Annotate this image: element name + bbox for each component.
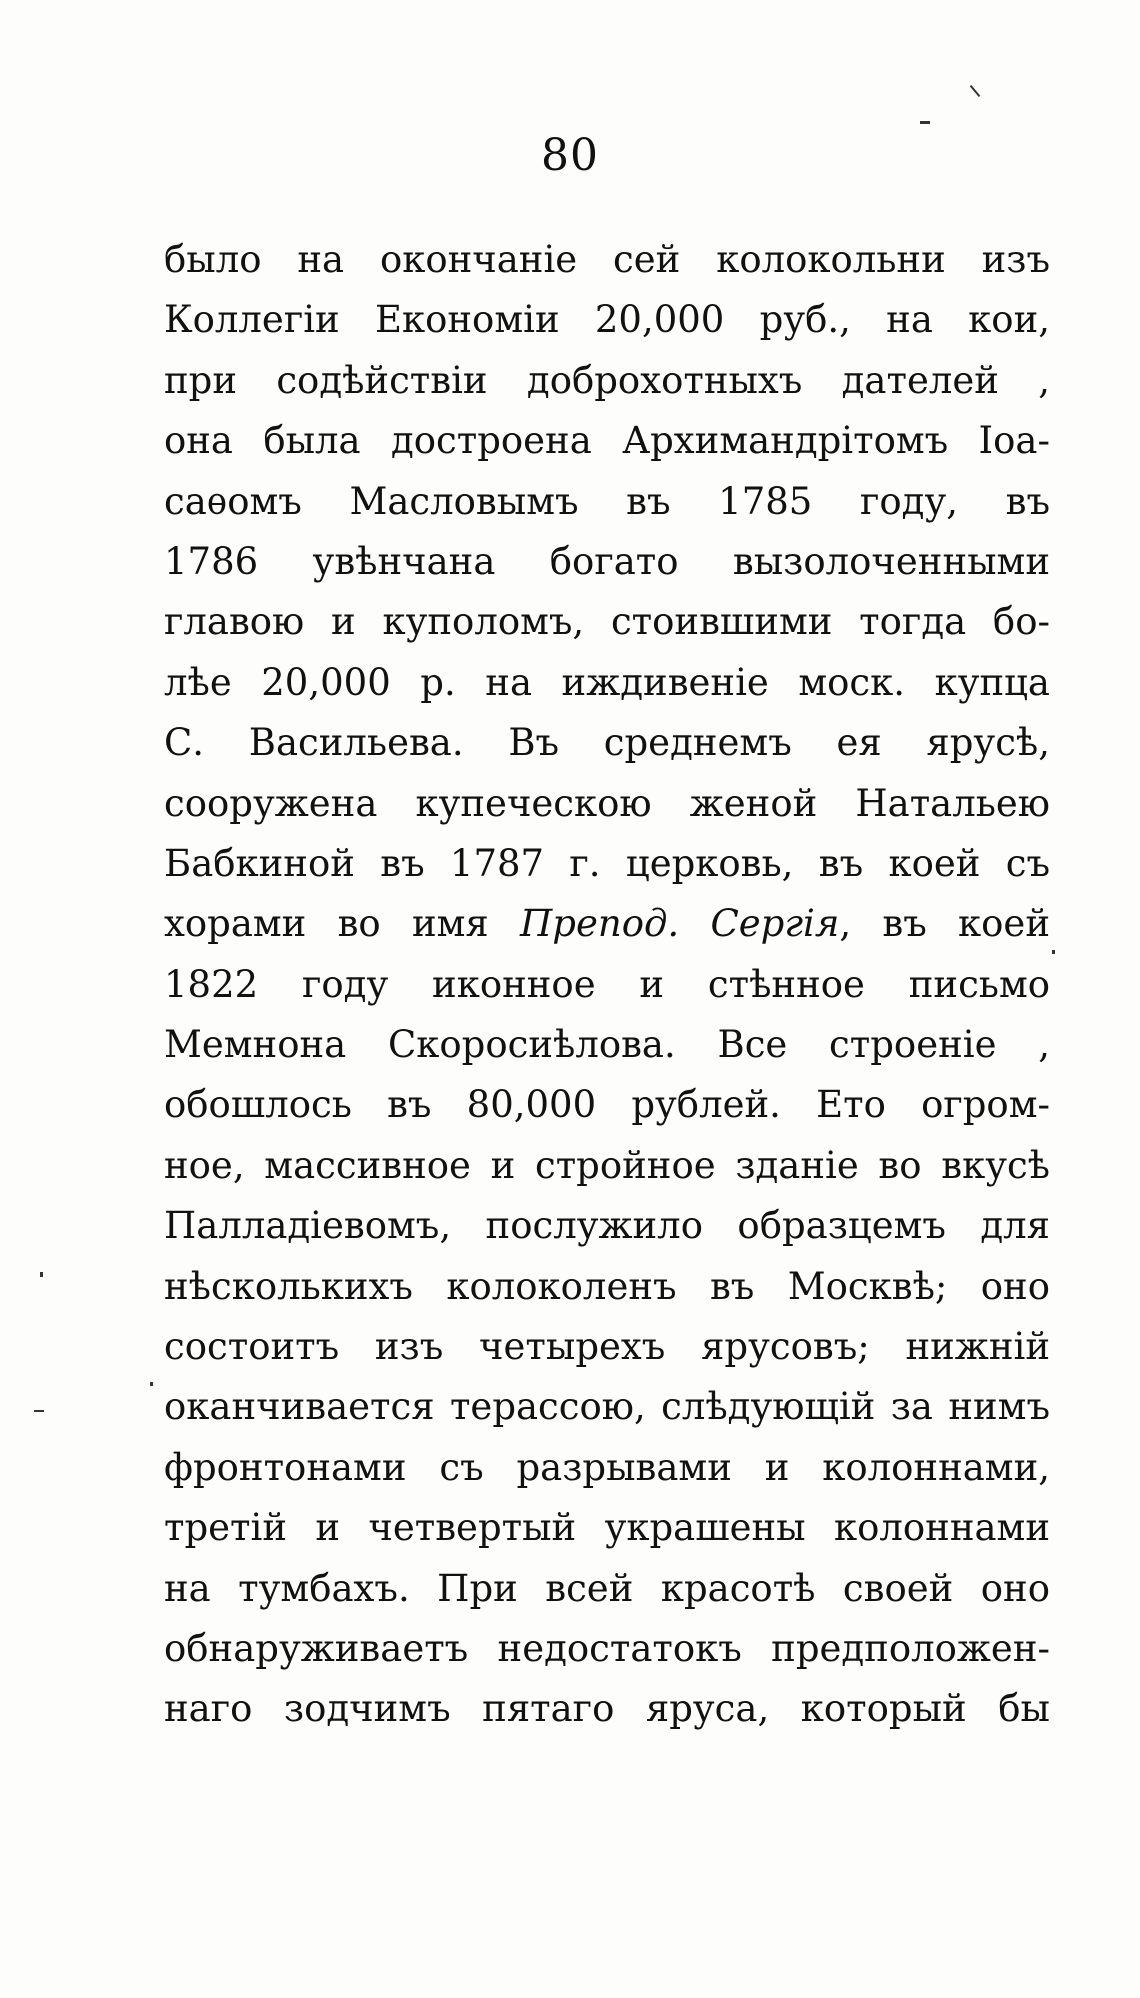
text-line: нѣсколькихъ колоколенъ въ Москвѣ; оно xyxy=(164,1264,1050,1308)
text-line: при содѣйствіи доброхотныхъ дателей , xyxy=(164,358,1050,402)
print-mark xyxy=(150,1382,153,1386)
text-line: фронтонами съ разрывами и колоннами, xyxy=(164,1445,1050,1489)
text-line: оканчивается терассою, слѣдующій за нимъ xyxy=(164,1385,1050,1429)
text-line: на тумбахъ. При всей красотѣ своей оно xyxy=(164,1566,1050,1610)
text-line: она была достроена Архимандрітомъ Іоа- xyxy=(164,419,1050,463)
text-line: состоитъ изъ четырехъ ярусовъ; нижній xyxy=(164,1325,1050,1369)
text-line: обнаруживаетъ недостатокъ предположен- xyxy=(164,1626,1050,1670)
text-line: 1786 увѣнчана богато вызолоченными xyxy=(164,539,1050,583)
text-line: сооружена купеческою женой Натальею xyxy=(164,781,1050,825)
text-line: наго зодчимъ пятаго яруса, который бы xyxy=(164,1687,1050,1731)
print-mark xyxy=(1052,950,1055,954)
text-line: саѳомъ Масловымъ въ 1785 году, въ xyxy=(164,479,1050,523)
text-line: Бабкиной въ 1787 г. церковь, въ коей съ xyxy=(164,841,1050,885)
text-line: С. Васильева. Въ среднемъ ея ярусѣ, xyxy=(164,721,1050,765)
text-line: лѣе 20,000 р. на иждивеніе моск. купца xyxy=(164,660,1050,704)
print-mark xyxy=(34,1410,44,1412)
text-line: третій и четвертый украшены колоннами xyxy=(164,1506,1050,1550)
print-mark xyxy=(970,85,981,97)
body-text xyxy=(164,230,1050,1740)
text-line: главою и куполомъ, стоившими тогда бо- xyxy=(164,600,1050,644)
text-span: хорами во имя xyxy=(164,902,521,946)
print-mark xyxy=(40,1272,43,1277)
text-line: было на окончаніе сей колокольни изъ xyxy=(164,238,1050,281)
text-line: ное, массивное и стройное зданіе во вкусѣ xyxy=(164,1143,1050,1187)
text-line: 1822 году иконное и стѣнное письмо xyxy=(164,962,1050,1006)
text-line: Мемнона Скоросиѣлова. Все строеніе , xyxy=(164,1023,1050,1067)
text-line: Палладіевомъ, послужило образцемъ для xyxy=(164,1204,1050,1248)
text-line: обошлось въ 80,000 рублей. Ето огром- xyxy=(164,1083,1050,1127)
text-line xyxy=(164,894,1050,954)
text-line: Коллегіи Економіи 20,000 руб., на кои, xyxy=(164,298,1050,342)
italic-text: Препод. Сергія xyxy=(520,902,840,946)
text-span: , въ коей xyxy=(839,902,1050,946)
print-mark xyxy=(920,121,930,124)
page-number: 80 xyxy=(541,130,599,181)
